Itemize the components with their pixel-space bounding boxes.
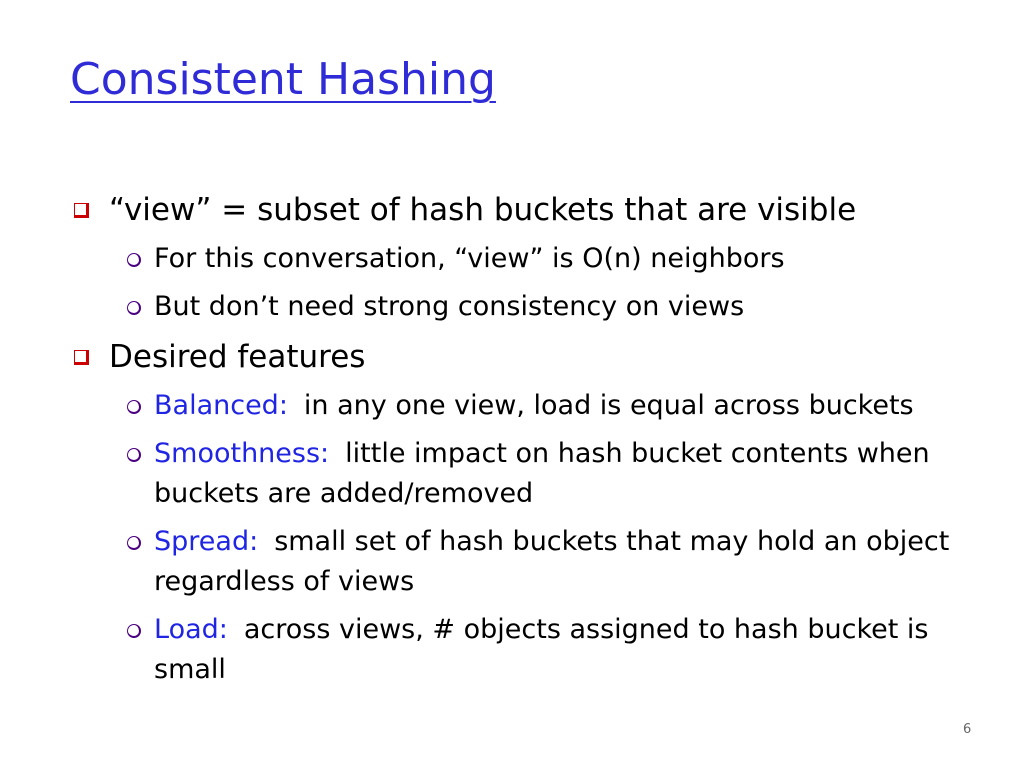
sub-bullet-load [118,610,992,690]
bullet-text: “view” = subset of hash buckets that are visible [109,192,857,228]
sub-bullet-list [72,239,992,327]
sub-bullet-smoothness [118,434,992,514]
circle-bullet-icon [127,253,141,267]
circle-bullet-icon [127,448,141,462]
sub-bullet-list [72,386,992,690]
term-label: Spread: [154,526,259,557]
bullet-list [72,188,992,698]
bullet-view-definition [72,188,992,233]
square-bullet-icon [74,350,89,365]
sub-bullet-conversation [118,239,992,279]
page-number: 6 [963,722,972,737]
circle-bullet-icon [127,400,141,414]
term-description: little impact on hash bucket contents when buckets are added/removed [154,438,930,509]
term-description: across views, # objects assigned to hash bucket is small [154,614,929,685]
sub-bullet-spread [118,522,992,602]
term-description: small set of hash buckets that may hold an object regardless of views [154,526,950,597]
sub-bullet-text: For this conversation, “view” is O(n) neighbors [154,243,785,274]
sub-bullet-balanced [118,386,992,426]
term-label: Smoothness: [154,438,330,469]
square-bullet-icon [74,203,89,218]
slide-title: Consistent Hashing [70,54,496,105]
term-description: in any one view, load is equal across buckets [303,390,914,421]
circle-bullet-icon [127,624,141,638]
bullet-desired-features [72,335,992,380]
circle-bullet-icon [127,301,141,315]
sub-bullet-text: But don’t need strong consistency on views [154,291,745,322]
term-label: Balanced: [154,390,288,421]
bullet-text: Desired features [109,339,366,375]
sub-bullet-consistency [118,287,992,327]
circle-bullet-icon [127,536,141,550]
term-label: Load: [154,614,228,645]
